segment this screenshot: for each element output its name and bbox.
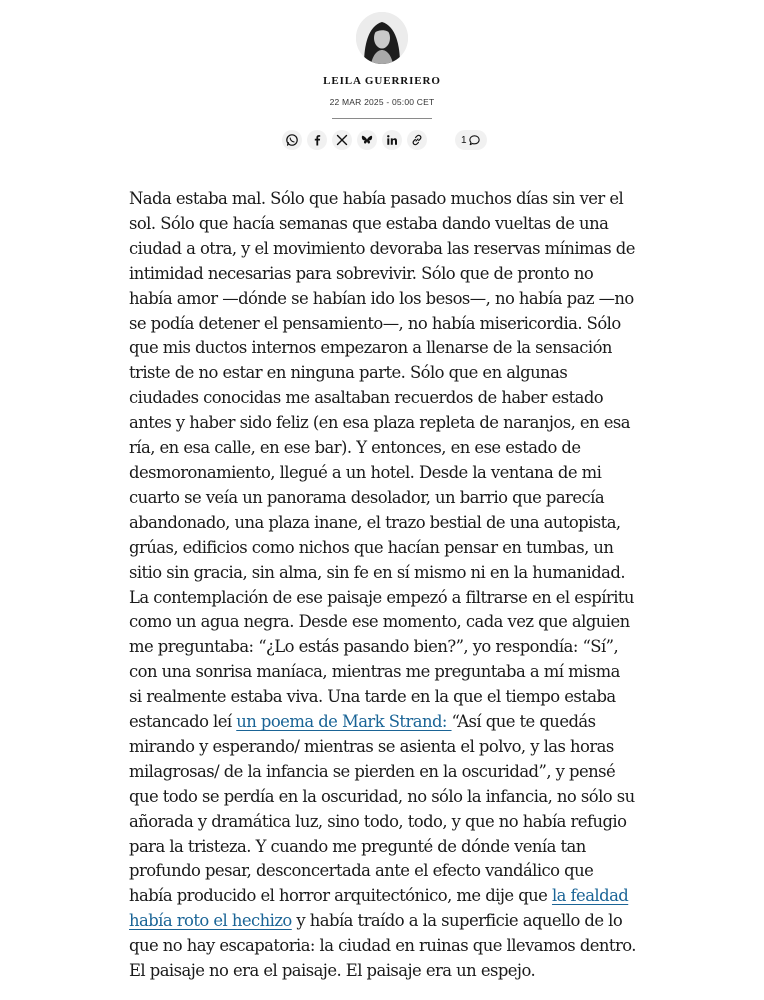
- publish-date: 22 MAR 2025 - 05:00 CET: [329, 97, 435, 107]
- whatsapp-icon: [285, 133, 299, 147]
- author-name-link[interactable]: LEILA GUERRIERO: [323, 75, 441, 87]
- linkedin-icon: [385, 133, 399, 147]
- comment-count: 1: [461, 134, 467, 146]
- paragraph-text-part-1: Nada estaba mal. Sólo que había pasado muchos días sin ver el sol. Sólo que hacía semanas que estaba dando vueltas de una ciudad a otra, y el movimiento devoraba las reservas mínimas de intimidad necesarias para sobrevivir. Sólo que de pronto no había amor —dónde se habían ido los besos—, no había paz —no se podía detener el pensamiento—, no había misericordia. Sólo que mis ductos internos empezaron a llenarse de la sensación triste de no estar en ninguna parte. Sólo que en algunas ciudades conocidas me asaltaban recuerdos de haber estado antes y haber sido feliz (en esa plaza repleta de naranjos, en esa ría, en esa calle, en ese bar). Y entonces, en ese estado de desmoronamiento, llegué a un hotel. Desde la ventana de mi cuarto se veía un panorama desolador, un barrio que parecía abandonado, una plaza inane, el trazo bestial de una autopista, grúas, edificios como nichos que hacían pensar en tumbas, un sitio sin gracia, sin alma, sin fe en sí mismo ni en la humanidad. La contemplación de ese paisaje empezó a filtrarse en el espíritu como un agua negra. Desde ese momento, cada vez que alguien me preguntaba: “¿Lo estás pasando bien?”, yo respondía: “Sí”, con una sonrisa maníaca, mientras me preguntaba a mí misma si realmente estaba viva. Una tarde en la que el tiempo estaba estancado leí: [129, 189, 635, 732]
- link-icon: [410, 133, 424, 147]
- share-facebook-button[interactable]: [307, 130, 327, 150]
- paragraph-text-part-2: “Así que te quedás mirando y esperando/ mientras se asienta el polvo, y las horas milagrosas/ de la infancia se pierden en la oscuridad”, y pensé que todo se perdía en la oscuridad, no sólo la infancia, no sólo su añorada y dramática luz, sino todo, todo, y que no había refugio para la tristeza. Y cuando me pregunté de dónde venía tan profundo pesar, desconcertada ante el efecto vandálico que había producido el horror arquitectónico, me dije que: [129, 712, 635, 906]
- fealdad-hechizo-link[interactable]: la fealdad había roto el hechizo: [129, 886, 629, 931]
- byline-divider: [332, 118, 432, 119]
- article-header: [0, 0, 764, 160]
- share-bluesky-button[interactable]: [357, 130, 377, 150]
- author-avatar[interactable]: [356, 12, 408, 64]
- bluesky-icon: [360, 133, 374, 147]
- comment-bubble-icon: [468, 134, 481, 147]
- share-bar: [282, 129, 487, 151]
- share-x-button[interactable]: [332, 130, 352, 150]
- facebook-icon: [310, 133, 324, 147]
- comments-button[interactable]: [455, 130, 487, 150]
- paragraph-text-part-3: y había traído a la superficie aquello de lo que no hay escapatoria: la ciudad en ruinas que llevamos dentro. El paisaje no era el paisaje. El paisaje era un espejo.: [129, 911, 636, 981]
- author-photo: [356, 12, 408, 64]
- article-paragraph: [129, 187, 637, 984]
- share-whatsapp-button[interactable]: [282, 130, 302, 150]
- x-icon: [335, 133, 349, 147]
- mark-strand-poem-link[interactable]: un poema de Mark Strand:: [236, 712, 452, 732]
- share-linkedin-button[interactable]: [382, 130, 402, 150]
- share-copy-link-button[interactable]: [407, 130, 427, 150]
